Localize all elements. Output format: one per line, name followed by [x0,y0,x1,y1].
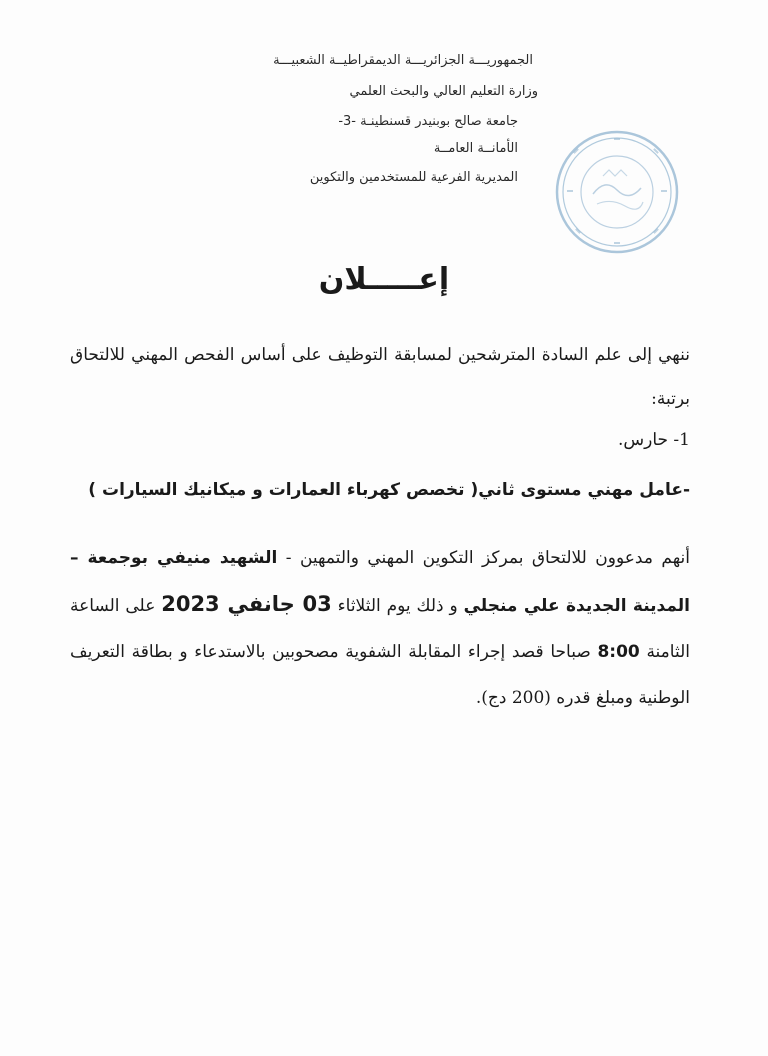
position-item-2: -عامل مهني مستوى ثاني( تخصص كهرباء العمارات و ميكانيك السيارات ) [88,480,690,500]
header-subdirectorate: المديرية الفرعية للمستخدمين والتكوين [309,170,518,185]
header-general-secretariat: الأمانــة العامــة [433,141,518,156]
header-ministry: وزارة التعليم العالي والبحث العلمي [349,84,538,99]
body-text-part4: صباحا قصد إجراء المقابلة الشفوية مصحوبين بالاستدعاء و بطاقة التعريف الوطنية ومبلغ قدره (200 دج). [70,642,690,708]
body-text-part1: أنهم مدعوون للالتحاق بمركز التكوين المهني والتمهين - [277,548,690,568]
official-stamp-icon [553,128,681,256]
interview-time: 8:00 [597,642,640,662]
interview-date: 03 جانفي 2023 [161,592,332,616]
body-text-part2: و ذلك يوم الثلاثاء [331,596,464,616]
intro-paragraph: ننهي إلى علم السادة المترشحين لمسابقة التوظيف على أساس الفحص المهني للالتحاق برتبة: [70,345,690,409]
header-republic: الجمهوريـــة الجزائريـــة الديمقراطيــة الشعبيـــة [273,53,533,68]
announcement-title: إعـــــلان [318,262,450,297]
body-text-part3: على الساعة الثامنة [70,596,691,662]
training-center-name: الشهيد منيفي بوجمعة – المدينة الجديدة علي منجلي [70,548,690,616]
body-paragraph [70,535,690,721]
header-university: جامعة صالح بوبنيدر قسنطينـة -3- [338,114,518,129]
position-item-1: 1- حارس. [617,430,690,450]
